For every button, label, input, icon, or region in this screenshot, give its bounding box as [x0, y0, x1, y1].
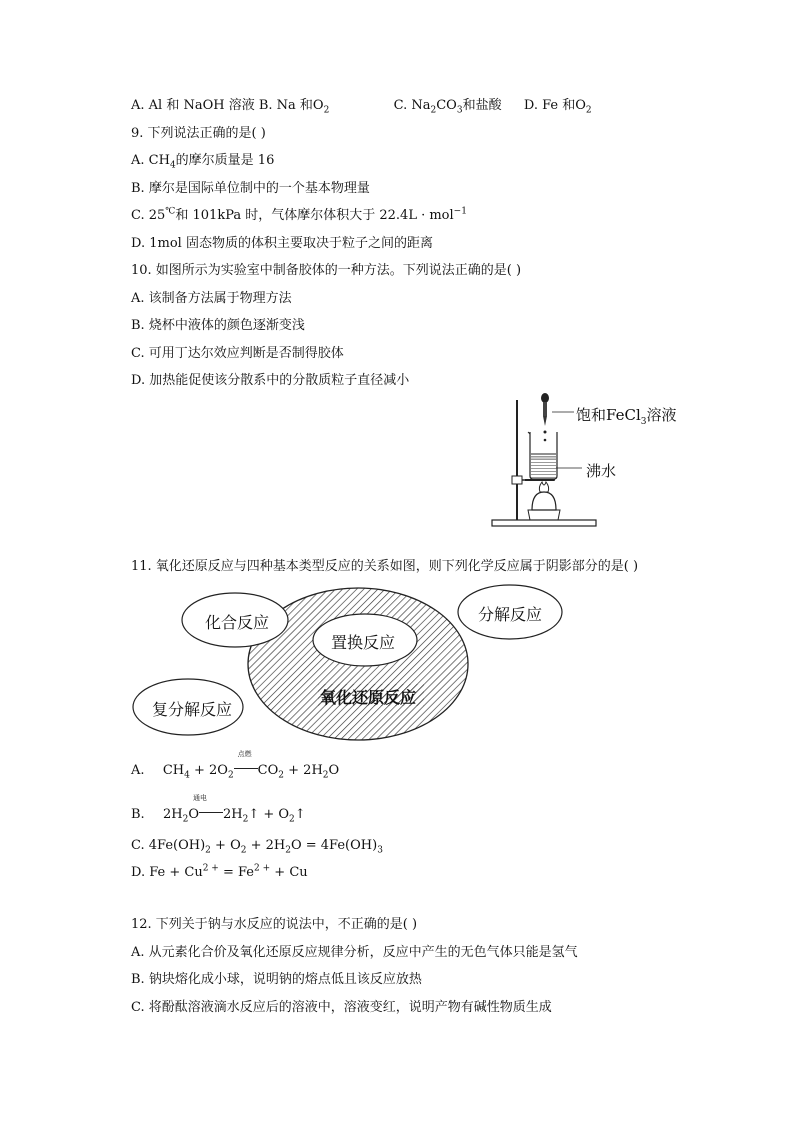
q10-option-a: A. 该制备方法属于物理方法 — [131, 291, 292, 306]
q11-option-b: B. $2H_2O$ 通电 $2H_2↑$ + $O_2↑$ — [131, 807, 306, 823]
colloid-apparatus-figure — [490, 392, 700, 532]
q10-option-d: D. 加热能促使该分散系中的分散质粒子直径减小 — [131, 373, 410, 388]
venn-label-displacement: 置换反应 — [331, 633, 396, 652]
q8-option-a: A. Al 和 NaOH 溶液 — [131, 98, 255, 113]
venn-label-double-decomposition: 复分解反应 — [152, 700, 233, 719]
q11-b-condition: 通电 — [192, 794, 207, 802]
q8-option-c: C. $Na_2CO_3$和盐酸 — [393, 98, 502, 116]
q9-option-c: C. 25℃和 101kPa 时，气体摩尔体积大于 22.4L · mol$^{-1}$ — [131, 206, 467, 223]
venn-label-redox: 氧化还原反应 — [320, 688, 417, 707]
q12-option-c: C. 将酚酞溶液滴水反应后的溶液中，溶液变红，说明产物有碱性物质生成 — [131, 1000, 552, 1015]
q8-option-d: D. Fe 和$O_2$ — [523, 98, 592, 116]
label-saturated-fecl3: 饱和FeCl$_3$溶液 — [576, 406, 677, 427]
venn-label-combination: 化合反应 — [205, 613, 270, 632]
q10-stem: 10. 如图所示为实验室中制备胶体的一种方法。下列说法正确的是( ) — [131, 263, 522, 278]
q12-option-b: B. 钠块熔化成小球，说明钠的熔点低且该反应放热 — [131, 972, 422, 987]
q10-option-c: C. 可用丁达尔效应判断是否制得胶体 — [131, 346, 344, 361]
q12-stem: 12. 下列关于钠与水反应的说法中，不正确的是( ) — [131, 917, 418, 932]
label-boiling-water: 沸水 — [586, 462, 617, 480]
q9-stem: 9. 下列说法正确的是( ) — [131, 126, 266, 141]
q8-option-b: B. Na 和$O_2$ — [258, 98, 330, 116]
venn-label-decomposition: 分解反应 — [478, 605, 543, 624]
q11-option-d: D. $Fe + Cu^{2 +} = Fe^{2 +} + Cu$ — [131, 863, 308, 880]
q11-option-a: A. $CH_4 + 2O_2$ 点燃 $CO_2 + 2H_2O$ — [131, 763, 339, 779]
q9-option-a: A. $CH_4$的摩尔质量是 16 — [131, 153, 275, 171]
q10-option-b: B. 烧杯中液体的颜色逐渐变浅 — [131, 318, 305, 333]
q9-option-b: B. 摩尔是国际单位制中的一个基本物理量 — [131, 181, 370, 196]
q8-options-line — [131, 98, 592, 114]
q12-option-a: A. 从元素化合价及氧化还原反应规律分析，反应中产生的无色气体只能是氢气 — [131, 945, 578, 960]
q11-stem: 11. 氧化还原反应与四种基本类型反应的关系如图，则下列化学反应属于阴影部分的是( ) — [131, 559, 639, 574]
q9-option-d: D. 1mol 固态物质的体积主要取决于粒子之间的距离 — [131, 236, 433, 251]
q11-option-c: C. $4Fe(OH)_2 + O_2 + 2H_2O = 4Fe(OH)_3$ — [131, 838, 383, 856]
q11-a-condition: 点燃 — [237, 750, 252, 758]
redox-venn-diagram — [130, 582, 580, 742]
